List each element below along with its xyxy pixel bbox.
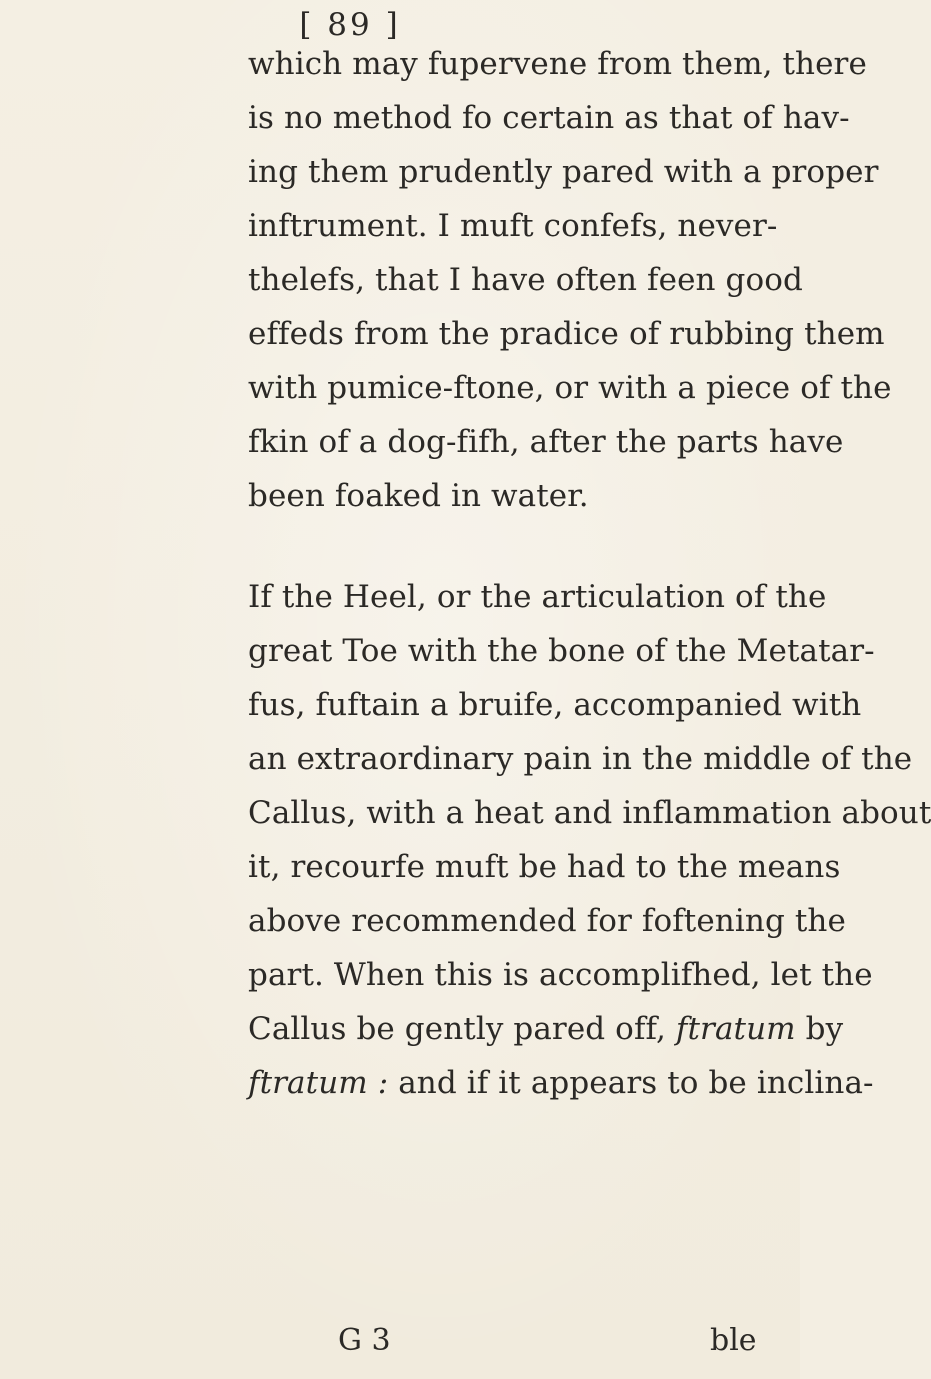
italic-term: ftratum : [248,1065,389,1101]
text-line: inftrument. I muft confefs, never- [248,208,778,244]
italic-term: ftratum [675,1011,796,1047]
text-line: is no method fo certain as that of hav- [248,100,850,136]
paragraph-end-line: been foaked in water. [248,478,589,514]
text-line: If the Heel, or the articulation of the [248,579,827,615]
text-line: part. When this is accomplifhed, let the [248,957,873,993]
text-line: ing them prudently pared with a proper [248,154,879,190]
text-line: an extraordinary pain in the middle of the [248,741,913,777]
text-line: fus, fuftain a bruife, accompanied with [248,687,862,723]
catchword: ble [710,1323,757,1358]
signature-mark: G 3 [338,1323,391,1358]
text-line-with-italic [248,1065,874,1101]
text-line: great Toe with the bone of the Metatar- [248,633,875,669]
text-line: with pumice-ftone, or with a piece of the [248,370,892,406]
text-line: which may fupervene from them, there [248,46,867,82]
text-line: fkin of a dog-fifh, after the parts have [248,424,844,460]
page-number: [ 89 ] [299,7,401,43]
text-line: effeds from the pradice of rubbing them [248,316,885,352]
text-line-with-italic [248,1011,844,1047]
line-suffix: and if it appears to be inclina- [388,1065,874,1101]
line-prefix: Callus be gently pared off, [248,1011,676,1047]
text-line: Callus, with a heat and inflammation about [248,795,931,831]
text-line: thelefs, that I have often feen good [248,262,803,298]
line-suffix: by [795,1011,844,1047]
text-line: above recommended for foftening the [248,903,846,939]
text-line: it, recourfe muft be had to the means [248,849,841,885]
